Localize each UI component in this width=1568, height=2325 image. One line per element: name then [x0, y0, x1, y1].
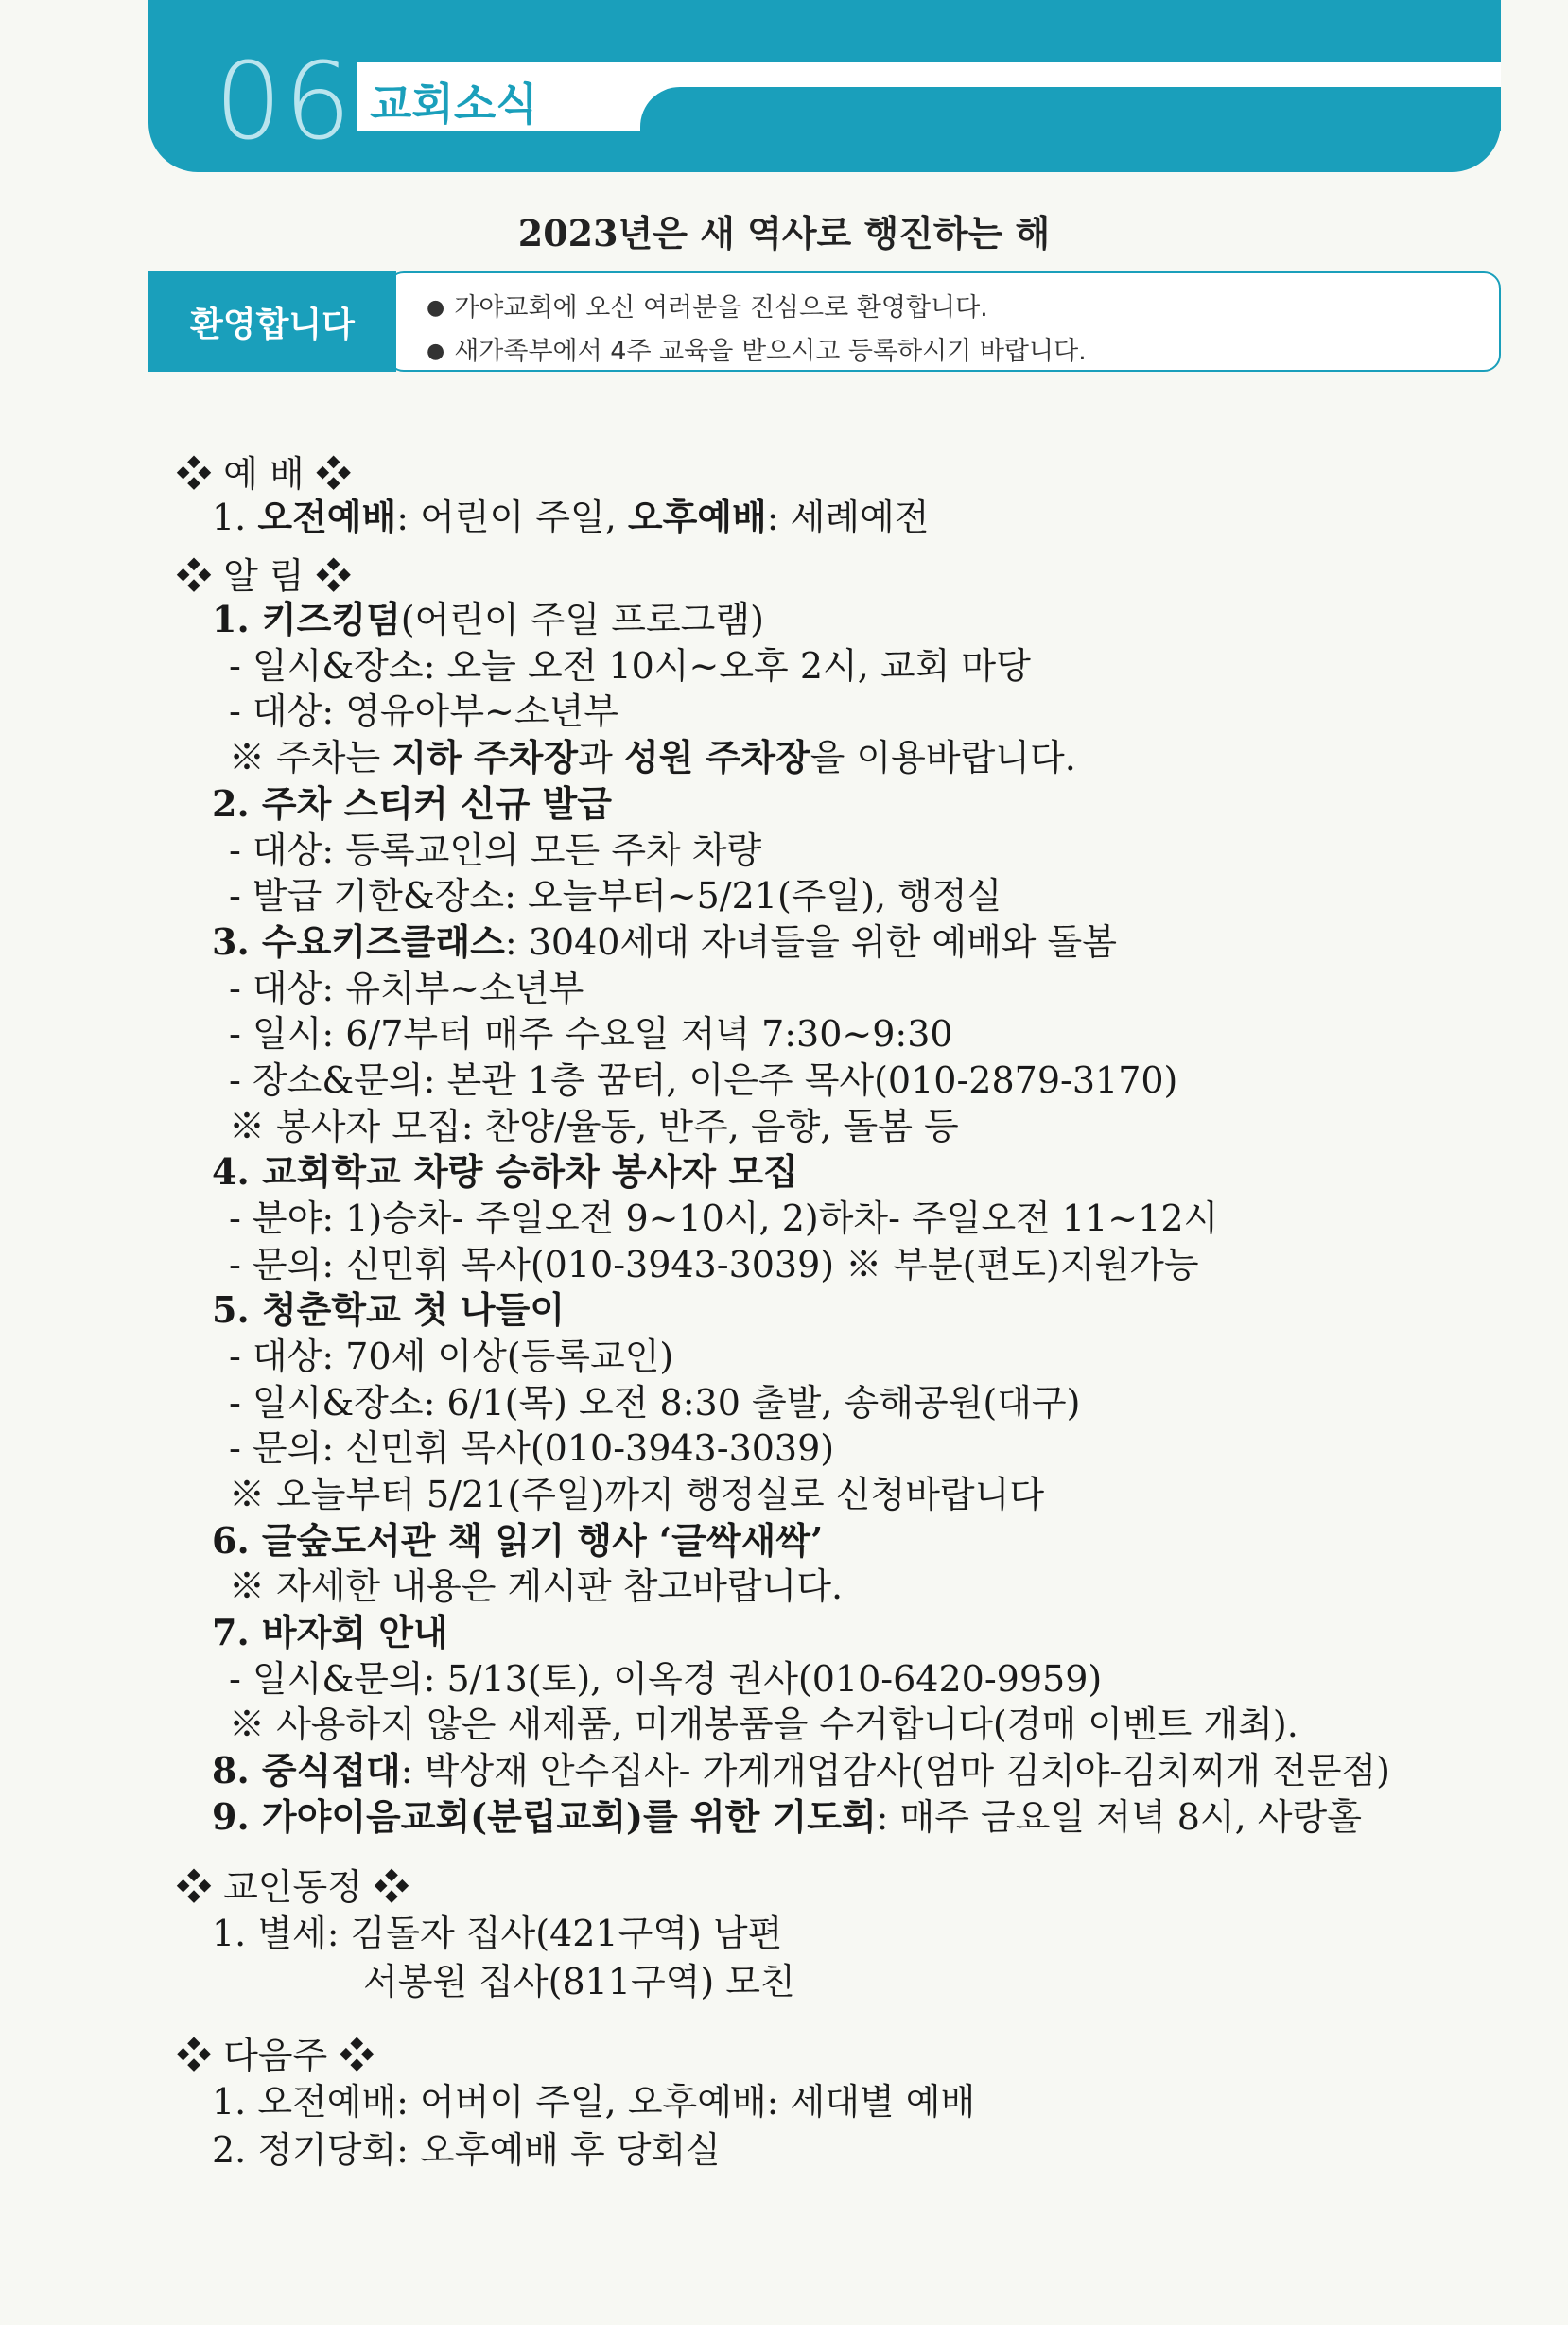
notice-line: - 장소&문의: 본관 1층 꿈터, 이은주 목사(010-2879-3170) [229, 1059, 1178, 1101]
notice-line: ※ 봉사자 모집: 찬양/율동, 반주, 음향, 돌봄 등 [229, 1106, 959, 1147]
item-label: 오후예배 [627, 496, 767, 538]
welcome-box [148, 271, 1501, 372]
notices-heading: ❖ 알 림 ❖ [176, 555, 352, 597]
section-number: 06 [215, 41, 354, 164]
item-text: : 세례예전 [766, 497, 930, 538]
section-title-box [357, 62, 1501, 131]
notice-line: - 일시&장소: 오늘 오전 10시~오후 2시, 교회 마당 [229, 645, 1031, 687]
text: ※ 주차는 [229, 737, 392, 778]
members-line: 서봉원 집사(811구역) 모친 [363, 1961, 795, 2002]
members-line: 1. 별세: 김돌자 집사(421구역) 남편 [212, 1913, 783, 1954]
notice-title: 5. 청춘학교 첫 나들이 [212, 1288, 566, 1331]
notice-title-bold: 3. 수요키즈클래스 [212, 920, 505, 963]
text-bold: 지하 주차장 [392, 736, 579, 778]
notice-line: - 발급 기한&장소: 오늘부터~5/21(주일), 행정실 [229, 875, 1002, 917]
notice-title [212, 920, 1117, 963]
notice-line: - 일시&장소: 6/1(목) 오전 8:30 출발, 송해공원(대구) [229, 1382, 1081, 1424]
notice-line: - 일시: 6/7부터 매주 수요일 저녁 7:30~9:30 [229, 1013, 953, 1055]
notice-title: 6. 글숲도서관 책 읽기 행사 ‘글싹새싹’ [212, 1519, 824, 1562]
notice-line: ※ 오늘부터 5/21(주일)까지 행정실로 신청바랍니다 [229, 1474, 1045, 1515]
notice-title [212, 598, 764, 640]
notice-line: - 대상: 70세 이상(등록교인) [229, 1336, 674, 1377]
notice-line: - 대상: 등록교인의 모든 주차 차량 [229, 830, 762, 871]
item-text: : 어린이 주일, [396, 497, 628, 538]
welcome-text: 가야교회에 오신 여러분을 진심으로 환영합니다. [454, 293, 988, 323]
text: 을 이용바랍니다. [810, 737, 1076, 778]
next-week-line: 1. 오전예배: 어버이 주일, 오후예배: 세대별 예배 [212, 2081, 976, 2123]
notice-title-bold: 1. 키즈킹덤 [212, 598, 401, 640]
notice-line: - 대상: 유치부~소년부 [229, 968, 584, 1009]
notice-line: - 대상: 영유아부~소년부 [229, 691, 619, 732]
yearly-theme: 2023년은 새 역사로 행진하는 해 [517, 212, 1051, 254]
notice-line [229, 736, 1076, 778]
welcome-label: 환영합니다 [148, 271, 396, 372]
notice-title-rest: : 매주 금요일 저녁 8시, 사랑홀 [876, 1796, 1362, 1838]
bullet-icon: ● [427, 340, 445, 363]
notice-title: 2. 주차 스티커 신규 발급 [212, 782, 612, 825]
worship-heading: ❖ 예 배 ❖ [176, 453, 352, 495]
bullet-icon: ● [427, 296, 445, 320]
notice-title: 4. 교회학교 차량 승하차 봉사자 모집 [212, 1150, 798, 1193]
item-number: 1. [212, 497, 247, 538]
notice-title: 7. 바자회 안내 [212, 1611, 448, 1653]
next-week-heading: ❖ 다음주 ❖ [176, 2035, 375, 2076]
notice-title [212, 1749, 1390, 1792]
notice-line: - 문의: 신민휘 목사(010-3943-3039) ※ 부분(편도)지원가능 [229, 1244, 1199, 1285]
worship-item [212, 496, 930, 538]
notice-line: ※ 사용하지 않은 새제품, 미개봉품을 수거합니다(경매 이벤트 개최). [229, 1704, 1298, 1745]
notice-line: - 일시&문의: 5/13(토), 이옥경 권사(010-6420-9959) [229, 1658, 1103, 1700]
section-title: 교회소식 [370, 79, 538, 130]
notice-title-bold: 9. 가야이음교회(분립교회)를 위한 기도회 [212, 1795, 877, 1838]
notice-title-rest: : 3040세대 자녀들을 위한 예배와 돌봄 [504, 921, 1117, 963]
next-week-line: 2. 정기당회: 오후예배 후 당회실 [212, 2129, 721, 2171]
notice-title-rest: (어린이 주일 프로그램) [400, 599, 764, 640]
welcome-text: 새가족부에서 4주 교육을 받으시고 등록하시기 바랍니다. [454, 337, 1087, 366]
welcome-line [427, 287, 988, 323]
notice-title-bold: 8. 중식접대 [212, 1749, 401, 1792]
notice-title [212, 1795, 1362, 1838]
members-heading: ❖ 교인동정 ❖ [176, 1866, 409, 1908]
text: 과 [578, 737, 624, 778]
item-label: 오전예배 [257, 496, 397, 538]
welcome-panel [387, 271, 1501, 372]
notice-line: - 분야: 1)승차- 주일오전 9~10시, 2)하차- 주일오전 11~12시 [229, 1197, 1219, 1239]
welcome-line [427, 330, 1087, 367]
notice-line: - 문의: 신민휘 목사(010-3943-3039) [229, 1427, 835, 1469]
notice-line: ※ 자세한 내용은 게시판 참고바랍니다. [229, 1565, 844, 1607]
text-bold: 성원 주차장 [623, 736, 810, 778]
section-banner [148, 0, 1501, 172]
notice-title-rest: : 박상재 안수집사- 가게개업감사(엄마 김치야-김치찌개 전문점) [400, 1750, 1390, 1792]
